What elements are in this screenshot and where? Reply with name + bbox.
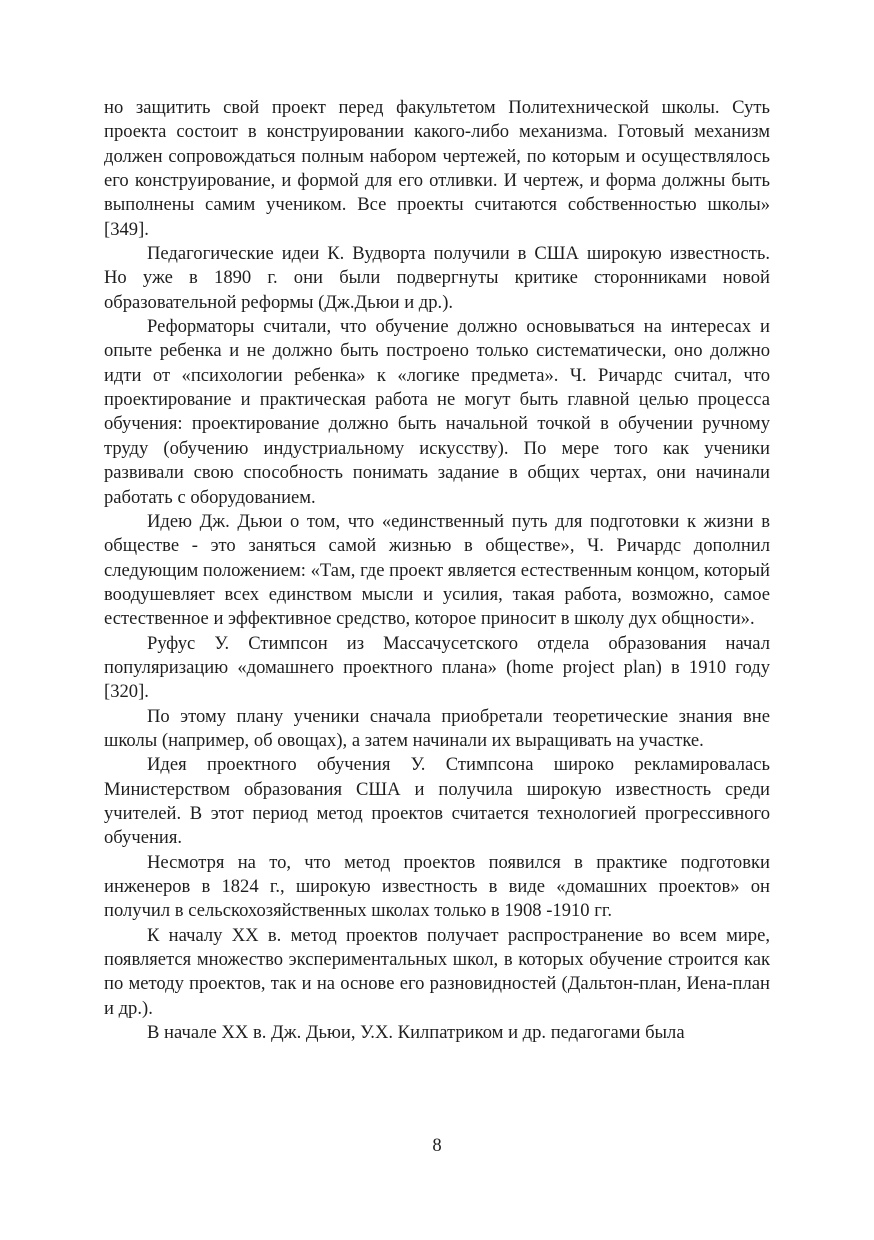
paragraph-woodward-ideas: Педагогические идеи К. Вудворта получили в США широкую известность. Но уже в 1890 г. они были подвергнуты критике сторонниками новой образовательной реформы (Дж.Дьюи и др.). [104, 243, 770, 313]
paragraph-dewey-richards: Идею Дж. Дьюи о том, что «единственный путь для подготовки к жизни в обществе - это заняться самой жизнью в обществе», Ч. Ричардс дополнил следующим положением: «Там, где проект является естественным концом, который воодушевляет всех единством мысли и усилия, такая работа, возможно, самое естественное и эффективное средство, которое приносит в школу дух общности». [104, 510, 770, 630]
paragraph-reformers: Реформаторы считали, что обучение должно основываться на интересах и опыте ребенка и не должно быть построено только систематически, оно должно идти от «психологии ребенка» к «логике предмета». Ч. Ричардс считал, что проектирование и практическая работа не могут быть главной целью процесса обучения: проектирование должно быть начальной точкой в обучении ручному труду (обучению индустриальному искусству). По мере того как ученики развивали свою способность понимать задание в общих чертах, они начинали работать с оборудованием. [104, 316, 770, 508]
paragraph-plan: По этому плану ученики сначала приобретали теоретические знания вне школы (например, об овощах), а затем начинали их выращивать на участке. [104, 705, 770, 751]
page-number: 8 [432, 1135, 442, 1156]
paragraph-polytechnic-project: но защитить свой проект перед факультетом Политехнической школы. Суть проекта состоит в конструировании какого-либо механизма. Готовый механизм должен сопровождаться полным набором чертежей, по которым и осуществлялось его конструирование, и формой для его отливки. И чертеж, и форма должны быть выполнены самим учеником. Все проекты считаются собственностью школы» [349]. [104, 97, 770, 240]
paragraph-engineers-1824: Несмотря на то, что метод проектов появился в практике подготовки инженеров в 1824 г., широкую известность в виде «домашних проектов» он получил в сельскохозяйственных школах только в 1908 -1910 гг. [104, 851, 770, 922]
paragraph-project-learning-idea: Идея проектного обучения У. Стимпсона широко рекламировалась Министерством образования США и получила широкую известность среди учителей. В этот период метод проектов считается технологией прогрессивного обучения. [104, 754, 770, 849]
paragraph-stimpson: Руфус У. Стимпсон из Массачусетского отдела образования начал популяризацию «домашнего проектного плана» (home project plan) в 1910 году [320]. [104, 632, 770, 703]
page-body [104, 96, 770, 1045]
paragraph-20th-century: К началу XX в. метод проектов получает распространение во всем мире, появляется множество экспериментальных школ, в которых обучение строится как по методу проектов, так и на основе его разновидностей (Дальтон-план, Иена-план и др.). [104, 924, 770, 1019]
paragraph-kilpatrick: В начале XX в. Дж. Дьюи, У.Х. Килпатриком и др. педагогами была [147, 1022, 685, 1044]
